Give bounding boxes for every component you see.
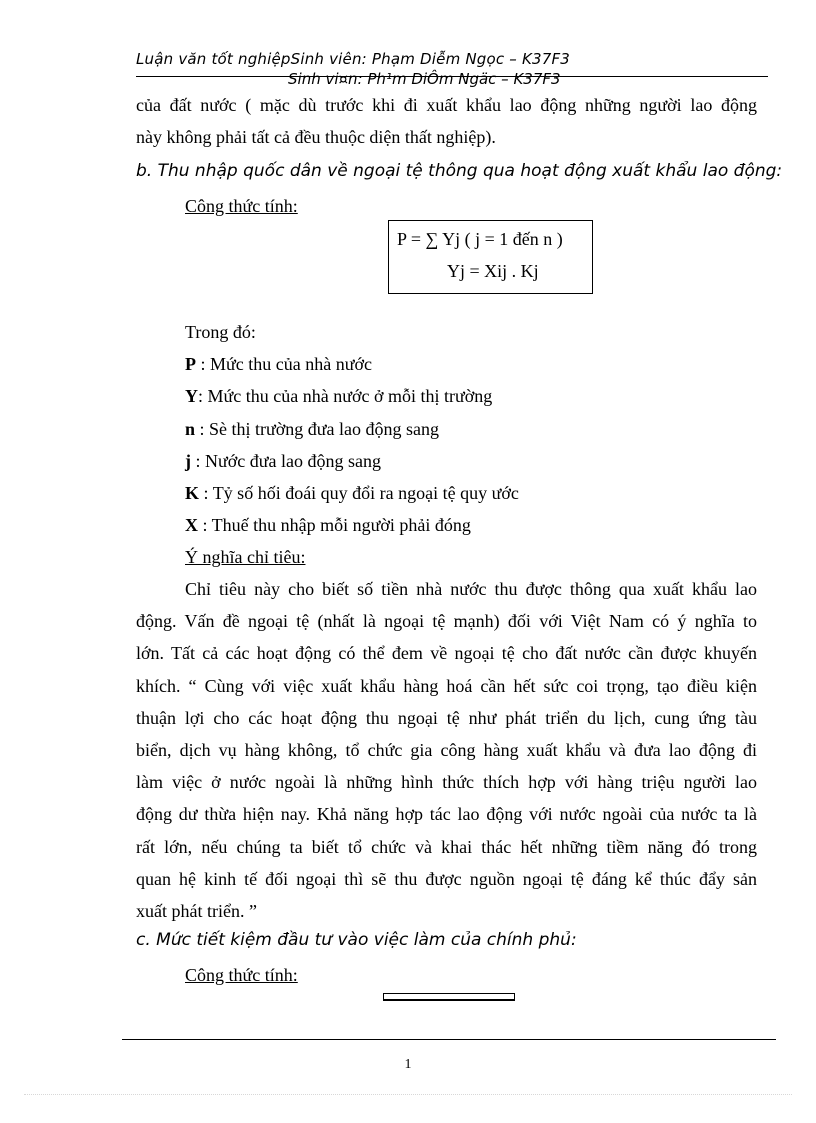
definition-symbol: n bbox=[185, 418, 196, 439]
meaning-line: động dư thừa hiện nay. Khả năng hợp tác lao động với nước ngoài của nước ta là bbox=[136, 804, 757, 825]
where-label: Trong đó: bbox=[185, 322, 256, 342]
section-b-formula-label bbox=[185, 190, 298, 222]
page-header bbox=[136, 50, 776, 88]
formula-line-1: P = ∑ Yj ( j = 1 đến n ) bbox=[397, 229, 563, 249]
intro-line: của đất nước ( mặc dù trước khi đi xuất khẩu lao động những người lao động bbox=[136, 95, 757, 115]
definition-symbol: X bbox=[185, 515, 198, 536]
meaning-line: rất lớn, nếu chúng ta biết tổ chức và khai thác hết những tiềm năng đó trong bbox=[136, 836, 757, 857]
definition-item bbox=[185, 445, 519, 477]
meaning-line: khích. “ Cùng với việc xuất khẩu hàng hoá cần hết sức coi trọng, tạo điều kiện bbox=[136, 675, 757, 696]
meaning-line: quan hệ kinh tế đối ngoại thì sẽ thu được nguồn ngoại tệ đáng kể thúc đẩy sản bbox=[136, 868, 757, 889]
meaning-paragraph bbox=[136, 573, 757, 927]
header-rule bbox=[136, 76, 768, 77]
section-c-formula-label bbox=[185, 959, 298, 991]
page-bottom-dots bbox=[24, 1094, 792, 1095]
formula-label: Công thức tính: bbox=[185, 965, 298, 985]
meaning-line: làm việc ở nước ngoài là những hình thức thích hợp với hàng triệu người lao bbox=[136, 772, 757, 793]
definition-symbol: j bbox=[185, 450, 191, 471]
definition-item bbox=[185, 380, 519, 412]
meaning-line: xuất phát triển. ” bbox=[136, 901, 257, 922]
definition-symbol: P bbox=[185, 354, 196, 375]
definition-item bbox=[185, 509, 519, 541]
definition-text: : Tỷ số hối đoái quy đổi ra ngoại tệ quy ước bbox=[199, 483, 519, 504]
definition-text: : Mức thu của nhà nước bbox=[196, 354, 372, 375]
meaning-line: thuận lợi cho các hoạt động thu ngoại tệ như phát triển du lịch, cung ứng tàu bbox=[136, 707, 757, 728]
formula-line-2: Yj = Xij . Kj bbox=[447, 261, 539, 281]
meaning-line: biển, dịch vụ hàng không, tổ chức gia công hàng xuất khẩu và đưa lao động đi bbox=[136, 740, 757, 761]
definition-item bbox=[185, 413, 519, 445]
meaning-line: lớn. Tất cả các hoạt động có thể đem về ngoại tệ cho đất nước cần được khuyến bbox=[136, 643, 757, 664]
meaning-label: Ý nghĩa chỉ tiêu: bbox=[185, 547, 306, 568]
intro-paragraph bbox=[136, 89, 757, 153]
section-c-heading: c. Mức tiết kiệm đầu tư vào việc làm của chính phủ: bbox=[136, 930, 577, 950]
formula-box-partial bbox=[383, 993, 515, 1001]
intro-line: này không phải tất cả đều thuộc diện thất nghiệp). bbox=[136, 127, 496, 148]
definition-text: : Nước đưa lao động sang bbox=[191, 450, 381, 471]
formula-label: Công thức tính: bbox=[185, 196, 298, 216]
footer-rule bbox=[122, 1039, 776, 1040]
definition-text: : Mức thu của nhà nước ở mỗi thị trường bbox=[198, 386, 493, 407]
definition-text: : Sè thị trường đưa lao động sang bbox=[195, 418, 440, 439]
meaning-label-row bbox=[185, 541, 519, 573]
definition-symbol: Y bbox=[185, 386, 198, 407]
definition-text: : Thuế thu nhập mỗi người phải đóng bbox=[198, 515, 471, 536]
definition-item bbox=[185, 348, 519, 380]
definitions-list bbox=[185, 316, 519, 574]
page-number: 1 bbox=[404, 1057, 412, 1072]
formula-box bbox=[388, 220, 593, 294]
meaning-line: động. Vấn đề ngoại tệ (nhất là ngoại tệ mạnh) đối với Việt Nam có ý nghĩa to bbox=[136, 611, 757, 632]
header-garbled-line: Sinh vi¤n: Ph¹m DiÔm Ngäc – K37F3 bbox=[288, 70, 561, 88]
section-b-heading: b. Thu nhập quốc dân về ngoại tệ thông qua hoạt động xuất khẩu lao động: bbox=[136, 161, 783, 181]
header-title: Luận văn tốt nghiệpSinh viên: Phạm Diễm Ngọc – K37F3 bbox=[136, 50, 571, 68]
definition-item bbox=[185, 477, 519, 509]
meaning-line: Chỉ tiêu này cho biết số tiền nhà nước thu được thông qua xuất khẩu lao bbox=[185, 579, 757, 599]
definition-symbol: K bbox=[185, 483, 200, 504]
